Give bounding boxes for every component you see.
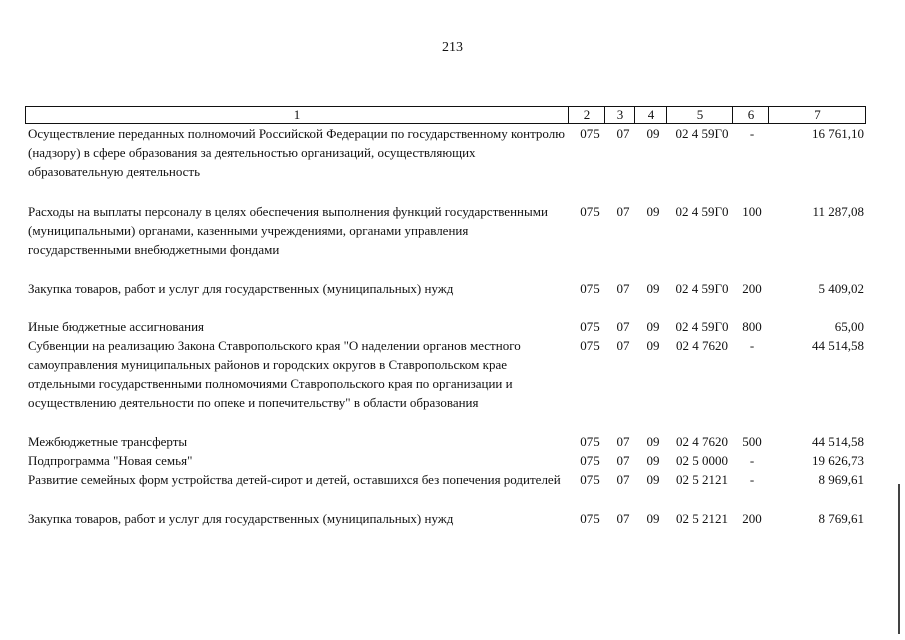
- row-glav: 075: [580, 281, 600, 296]
- row-rz: 07: [616, 319, 630, 334]
- row-sum: 19 626,73: [812, 453, 864, 468]
- row-sum: 11 287,08: [812, 204, 864, 219]
- row-vr: -: [749, 472, 755, 487]
- row-name: Субвенции на реализацию Закона Ставропольского края "О наделении органов местного самоуправления муниципальных районов и городских округов в Ставропольском крае отдельными государственными полномочиями Ставропольского края по организации и осуществлению деятельности по опеке и попечительству" в области образования: [28, 338, 521, 410]
- row-name: Развитие семейных форм устройства детей-сирот и детей, оставшихся без попечения родителей: [28, 472, 561, 487]
- header-col-7: 7: [768, 107, 866, 123]
- header-col-6: 6: [732, 107, 769, 123]
- row-pr: 09: [646, 126, 660, 141]
- row-pr: 09: [646, 453, 660, 468]
- row-sum: 8 969,61: [818, 472, 864, 487]
- row-glav: 075: [580, 434, 600, 449]
- row-sum: 8 769,61: [818, 511, 864, 526]
- row-csr: 02 4 59Г0: [675, 319, 729, 334]
- row-vr: 100: [742, 204, 762, 219]
- row-vr: -: [749, 453, 755, 468]
- header-col-3: 3: [604, 107, 635, 123]
- row-rz: 07: [616, 204, 630, 219]
- row-name: Закупка товаров, работ и услуг для государственных (муниципальных) нужд: [28, 511, 454, 526]
- row-glav: 075: [580, 204, 600, 219]
- row-sum: 65,00: [834, 319, 864, 334]
- row-rz: 07: [616, 511, 630, 526]
- row-csr: 02 4 59Г0: [675, 204, 729, 219]
- row-name: Иные бюджетные ассигнования: [28, 319, 205, 334]
- header-col-2: 2: [568, 107, 605, 123]
- row-glav: 075: [580, 472, 600, 487]
- row-pr: 09: [646, 434, 660, 449]
- row-rz: 07: [616, 472, 630, 487]
- row-rz: 07: [616, 281, 630, 296]
- row-name: Расходы на выплаты персоналу в целях обеспечения выполнения функций государственными (муниципальными) органами, казенными учреждениями, органами управления государственными внебюджетными фондами: [28, 204, 548, 257]
- row-pr: 09: [646, 511, 660, 526]
- header-col-4: 4: [634, 107, 667, 123]
- header-col-1: 1: [293, 107, 301, 122]
- table-header: [25, 106, 866, 124]
- row-name: Осуществление переданных полномочий Российской Федерации по государственному контролю (надзору) в сфере образования за деятельностью организаций, осуществляющих образовательную деятельность: [28, 126, 565, 179]
- row-sum: 5 409,02: [818, 281, 864, 296]
- row-csr: 02 4 59Г0: [675, 281, 729, 296]
- row-sum: 44 514,58: [812, 434, 864, 449]
- row-csr: 02 4 59Г0: [675, 126, 729, 141]
- row-csr: 02 5 0000: [676, 453, 728, 468]
- row-vr: 800: [742, 319, 762, 334]
- row-vr: 500: [742, 434, 762, 449]
- row-glav: 075: [580, 319, 600, 334]
- header-col-5: 5: [666, 107, 733, 123]
- scan-edge-line: [898, 484, 900, 634]
- row-pr: 09: [646, 281, 660, 296]
- row-name: Закупка товаров, работ и услуг для государственных (муниципальных) нужд: [28, 281, 454, 296]
- row-pr: 09: [646, 338, 660, 353]
- row-sum: 16 761,10: [812, 126, 864, 141]
- row-rz: 07: [616, 434, 630, 449]
- row-csr: 02 4 7620: [676, 338, 728, 353]
- row-csr: 02 5 2121: [676, 472, 728, 487]
- row-sum: 44 514,58: [812, 338, 864, 353]
- row-glav: 075: [580, 453, 600, 468]
- row-vr: -: [749, 126, 755, 141]
- row-csr: 02 5 2121: [676, 511, 728, 526]
- row-glav: 075: [580, 126, 600, 141]
- row-pr: 09: [646, 472, 660, 487]
- row-vr: 200: [742, 281, 762, 296]
- row-rz: 07: [616, 126, 630, 141]
- row-csr: 02 4 7620: [676, 434, 728, 449]
- row-rz: 07: [616, 338, 630, 353]
- row-vr: 200: [742, 511, 762, 526]
- row-rz: 07: [616, 453, 630, 468]
- row-pr: 09: [646, 319, 660, 334]
- row-name: Подпрограмма "Новая семья": [28, 453, 193, 468]
- row-vr: -: [749, 338, 755, 353]
- row-glav: 075: [580, 511, 600, 526]
- page-number: 213: [442, 40, 463, 55]
- row-name: Межбюджетные трансферты: [28, 434, 188, 449]
- row-pr: 09: [646, 204, 660, 219]
- row-glav: 075: [580, 338, 600, 353]
